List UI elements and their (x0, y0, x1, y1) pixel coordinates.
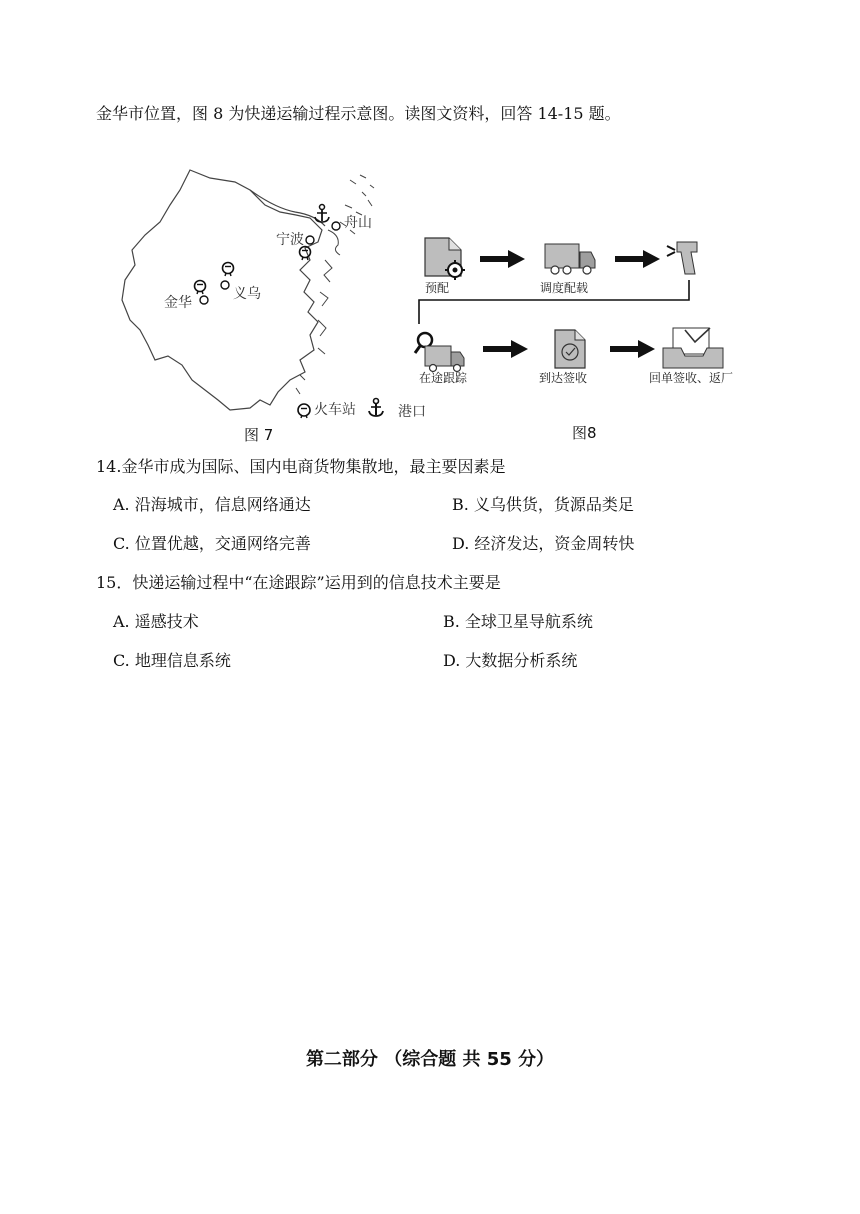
step-label-preconfig: 预配 (425, 281, 450, 295)
step-label-dispatch: 调度配载 (540, 281, 589, 295)
question-14-stem: 14.金华市成为国际、国内电商货物集散地，最主要因素是 (96, 457, 506, 476)
question-15-stem: 15．快递运输过程中“在途跟踪”运用到的信息技术主要是 (96, 573, 501, 592)
question-15-option-c[interactable]: C. 地理信息系统 (113, 651, 231, 670)
intro-text: 金华市位置，图 8 为快递运输过程示意图。读图文资料，回答 14-15 题。 (96, 104, 621, 123)
coastline-north (250, 190, 325, 226)
legend-anchor-icon (369, 399, 383, 417)
figure7-caption: 图 7 (244, 426, 274, 444)
train-station-icon (195, 281, 206, 295)
legend-station-label: 火车站 (314, 402, 356, 418)
barcode-scanner-icon (667, 242, 697, 274)
figure8-caption: 图8 (572, 424, 597, 442)
question-14-option-d[interactable]: D. 经济发达，资金周转快 (452, 534, 635, 553)
figure8-process (405, 230, 765, 395)
inbox-check-icon (663, 328, 723, 368)
truck-tracking-icon (415, 333, 464, 372)
step-label-tracking: 在途跟踪 (419, 371, 468, 385)
label-jinhua: 金华 (164, 295, 192, 311)
question-15-option-b[interactable]: B. 全球卫星导航系统 (443, 612, 593, 631)
ningbo-dot (306, 236, 314, 244)
step-label-arrival: 到达签收 (539, 371, 588, 385)
signed-document-icon (555, 330, 585, 368)
step-label-return: 回单签收、返厂 (649, 371, 734, 385)
question-14-option-b[interactable]: B. 义乌供货，货源品类足 (452, 495, 634, 514)
label-ningbo: 宁波 (276, 232, 304, 248)
section-2-title: 第二部分 （综合题 共 55 分） (305, 1049, 555, 1070)
label-zhoushan: 舟山 (344, 215, 372, 231)
question-14-option-a[interactable]: A. 沿海城市，信息网络通达 (113, 495, 311, 514)
yiwu-dot (221, 281, 229, 289)
figure7-map (100, 160, 426, 420)
document-gear-icon (425, 238, 465, 280)
jinhua-dot (200, 296, 208, 304)
zhoushan-dot (332, 222, 340, 230)
arrow-right-icon (480, 250, 525, 268)
legend-port-label: 港口 (398, 404, 426, 420)
question-14-option-c[interactable]: C. 位置优越，交通网络完善 (113, 534, 311, 553)
arrow-right-icon (483, 340, 528, 358)
train-station-icon (223, 263, 234, 277)
province-outline (122, 170, 322, 410)
question-15-option-d[interactable]: D. 大数据分析系统 (443, 651, 578, 670)
arrow-right-icon (610, 340, 655, 358)
legend-train-station-icon (298, 404, 310, 418)
question-15-option-a[interactable]: A. 遥感技术 (113, 612, 199, 631)
truck-icon (545, 244, 595, 274)
arrow-right-icon (615, 250, 660, 268)
label-yiwu: 义乌 (233, 286, 261, 302)
